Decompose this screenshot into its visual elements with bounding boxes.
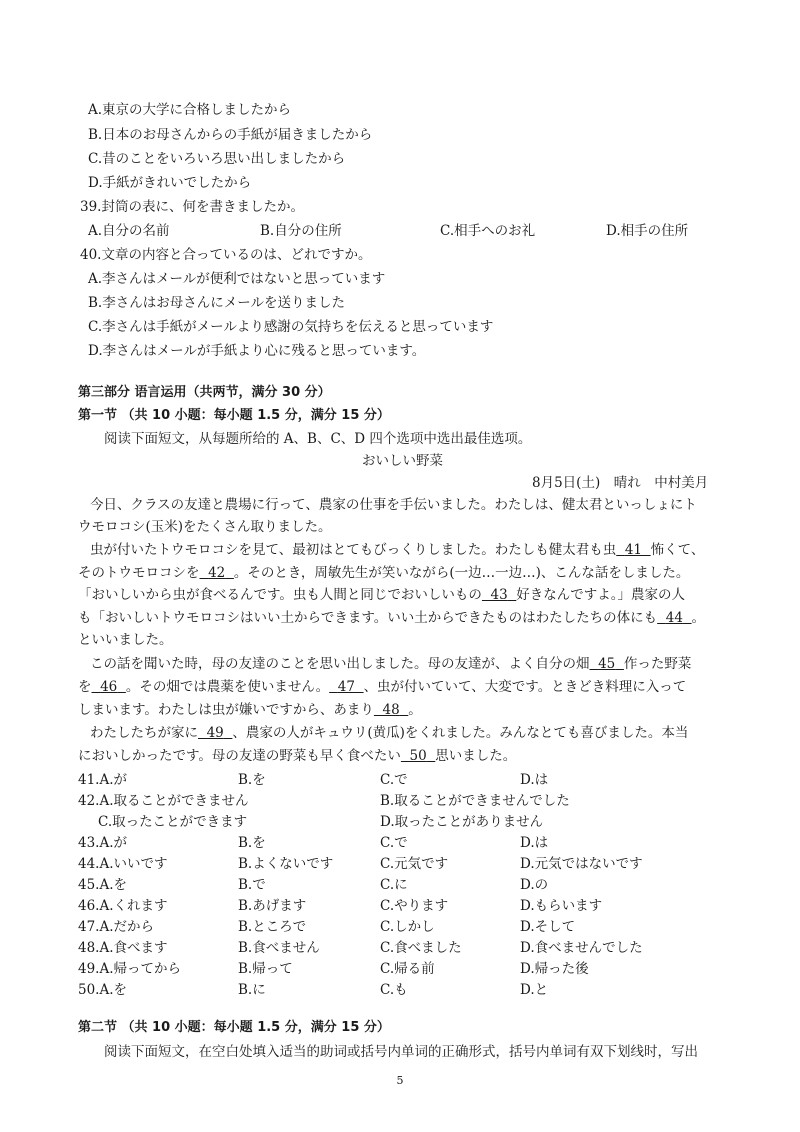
q40-stem: 40.文章の内容と合っているのは、どれですか。 [80, 247, 372, 263]
q46-option-a: 46.A.くれます [78, 898, 168, 914]
page-number: 5 [396, 1074, 404, 1087]
q50-option-b: B.に [238, 982, 266, 998]
q50-option-d: D.と [520, 982, 549, 998]
blank-43: 43 [490, 587, 508, 603]
q41-option-a: 41.A.が [78, 772, 128, 788]
passage-line: わたしたちが家に 49 、農家の人がキュウリ(黄瓜)をくれました。みんなとても喜びました。本当 [90, 725, 689, 741]
blank-42: 42 [208, 565, 226, 581]
q47-option-c: C.しかし [380, 919, 435, 935]
q43-option-d: D.は [520, 835, 549, 851]
section1-instruction: 阅读下面短文，从每题所给的 A、B、C、D 四个选项中选出最佳选项。 [104, 431, 532, 447]
q45-option-b: B.で [238, 877, 266, 893]
section1-heading: 第一节 （共 10 小题：每小题 1.5 分，满分 15 分） [78, 408, 390, 423]
passage-line: 虫が付いたトウモロコシを見て、最初はとてもびっくりしました。わたしも健太君も虫 41 怖くて、 [90, 542, 705, 558]
q38-option-b: B.日本のお母さんからの手紙が届きましたから [88, 127, 373, 143]
passage-line: ウモロコシ(玉米)をたくさん取りました。 [78, 519, 332, 535]
q40-option-a: A.李さんはメールが便利ではないと思っています [88, 271, 386, 287]
q39-option-a: A.自分の名前 [88, 223, 170, 239]
q47-option-a: 47.A.だから [78, 919, 155, 935]
passage-line: を 46 。その畑では農薬を使いません。 47 、虫が付いていて、大変です。ときどき料理に入って [78, 679, 687, 695]
q42-option-d: D.取ったことがありません [380, 814, 544, 830]
q40-option-c: C.李さんは手紙がメールより感謝の気持ちを伝えると思っています [88, 319, 494, 335]
q43-option-c: C.で [380, 835, 408, 851]
q44-option-b: B.よくないです [238, 856, 334, 872]
q44-option-d: D.元気ではないです [520, 856, 643, 872]
q39-option-b: B.自分の住所 [260, 223, 342, 239]
passage-line: 「おいしいから虫が食べるんです。虫も人間と同じでおいしいもの 43 好きなんですよ。」農家の人 [78, 587, 686, 603]
q46-option-d: D.もらいます [520, 898, 603, 914]
q48-option-b: B.食べません [238, 940, 320, 956]
q38-option-c: C.昔のことをいろいろ思い出しましたから [88, 151, 346, 167]
q41-option-d: D.は [520, 772, 549, 788]
q40-option-d: D.李さんはメールが手紙より心に残ると思っています。 [88, 343, 426, 359]
passage-line: といいました。 [78, 632, 173, 648]
q38-option-d: D.手紙がきれいでしたから [88, 175, 252, 191]
q47-option-b: B.ところで [238, 919, 307, 935]
passage-line: も「おいしいトウモロコシはいい土からできます。いい土からできたものはわたしたちの体にも 44 。 [78, 610, 706, 626]
q46-option-b: B.あげます [238, 898, 307, 914]
q45-option-a: 45.A.を [78, 877, 128, 893]
blank-48: 48 [382, 702, 400, 718]
part3-heading: 第三部分 语言运用（共两节，满分 30 分） [78, 385, 331, 400]
passage-title: おいしい野菜 [362, 453, 443, 469]
q39-option-d: D.相手の住所 [606, 223, 689, 239]
q39-stem: 39.封筒の表に、何を書きましたか。 [80, 199, 304, 215]
blank-41: 41 [624, 542, 643, 558]
blank-45: 45 [598, 656, 616, 672]
passage-line: しまいます。わたしは虫が嫌いですから、あまり 48 。 [78, 702, 422, 718]
blank-50: 50 [409, 748, 427, 764]
q49-option-d: D.帰った後 [520, 961, 589, 977]
q50-option-c: C.も [380, 982, 408, 998]
q49-option-a: 49.A.帰ってから [78, 961, 182, 977]
q49-option-c: C.帰る前 [380, 961, 435, 977]
q48-option-c: C.食べました [380, 940, 462, 956]
q48-option-a: 48.A.食べます [78, 940, 168, 956]
section2-instruction: 阅读下面短文，在空白处填入适当的助词或括号内单词的正确形式，括号内单词有双下划线时，写出 [104, 1044, 698, 1060]
passage-line: においしかったです。母の友達の野菜も早く食べたい 50 思いました。 [78, 748, 517, 764]
blank-46: 46 [100, 679, 118, 695]
q45-option-c: C.に [380, 877, 408, 893]
q44-option-c: C.元気です [380, 856, 449, 872]
q39-option-c: C.相手へのお礼 [440, 223, 536, 239]
q49-option-b: B.帰って [238, 961, 293, 977]
passage-line: 今日、クラスの友達と農場に行って、農家の仕事を手伝いました。わたしは、健太君といっしょにト [90, 497, 697, 513]
blank-49: 49 [206, 725, 224, 741]
q50-option-a: 50.A.を [78, 982, 128, 998]
blank-44: 44 [665, 610, 683, 626]
q42-option-c: C.取ったことができます [98, 814, 248, 830]
q38-option-a: A.東京の大学に合格しましたから [88, 102, 292, 118]
q45-option-d: D.の [520, 877, 549, 893]
q43-option-a: 43.A.が [78, 835, 128, 851]
section2-heading: 第二节 （共 10 小题：每小题 1.5 分，满分 15 分） [78, 1020, 390, 1035]
q41-option-c: C.で [380, 772, 408, 788]
q43-option-b: B.を [238, 835, 266, 851]
passage-line: この話を聞いた時，母の友達のことを思い出しました。母の友達が、よく自分の畑 45 作った野菜 [90, 656, 692, 672]
q42-option-a: 42.A.取ることができません [78, 793, 249, 809]
q47-option-d: D.そして [520, 919, 576, 935]
q42-option-b: B.取ることができませんでした [380, 793, 570, 809]
q46-option-c: C.やります [380, 898, 449, 914]
q41-option-b: B.を [238, 772, 266, 788]
blank-47: 47 [337, 679, 355, 695]
q40-option-b: B.李さんはお母さんにメールを送りました [88, 295, 345, 311]
q48-option-d: D.食べませんでした [520, 940, 643, 956]
passage-date: 8月5日(土) 晴れ 中村美月 [532, 475, 709, 491]
passage-line: そのトウモロコシを 42 。そのとき，周敏先生が笑いながら(一边…一边…)、こんな話をしました。 [78, 565, 690, 581]
q44-option-a: 44.A.いいです [78, 856, 168, 872]
